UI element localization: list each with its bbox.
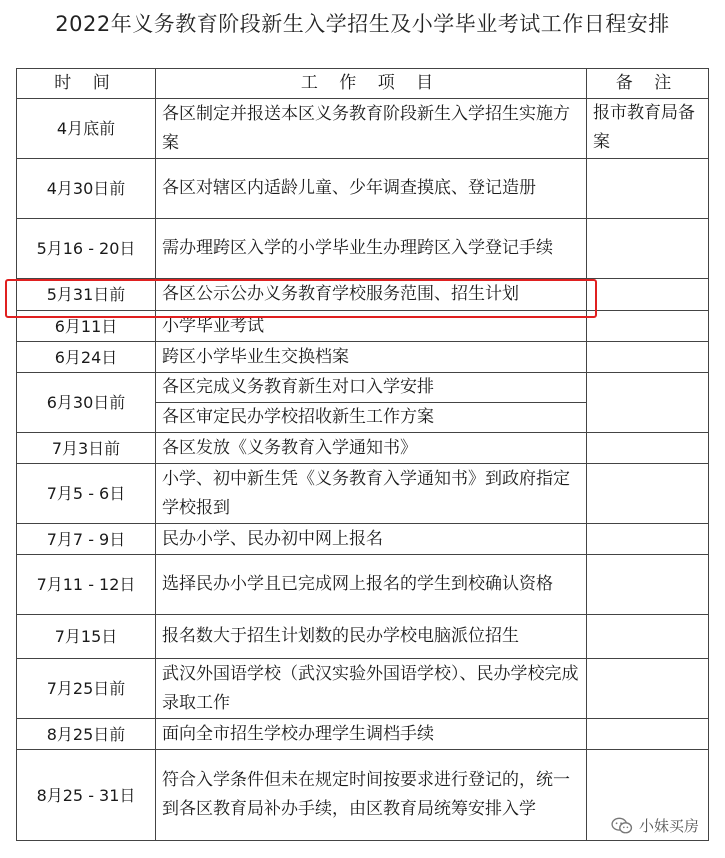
table-row	[17, 342, 709, 373]
row-time: 8月25 - 31日	[17, 750, 156, 841]
row-note	[587, 279, 709, 311]
row-time: 7月15日	[17, 615, 156, 659]
row-task: 各区公示公办义务教育学校服务范围、招生计划	[156, 279, 587, 311]
row-note	[587, 719, 709, 750]
header-note: 备 注	[587, 69, 709, 99]
schedule-table	[16, 68, 709, 841]
row-note: 报市教育局备案	[587, 99, 709, 159]
row-task: 选择民办小学且已完成网上报名的学生到校确认资格	[156, 555, 587, 615]
table-row	[17, 719, 709, 750]
row-note	[587, 659, 709, 719]
row-task: 面向全市招生学校办理学生调档手续	[156, 719, 587, 750]
table-row	[17, 159, 709, 219]
row-task: 小学、初中新生凭《义务教育入学通知书》到政府指定学校报到	[156, 464, 587, 524]
row-task: 各区完成义务教育新生对口入学安排	[156, 373, 587, 403]
row-task: 各区制定并报送本区义务教育阶段新生入学招生实施方案	[156, 99, 587, 159]
row-note	[587, 524, 709, 555]
watermark	[607, 813, 703, 838]
table-row	[17, 555, 709, 615]
row-note	[587, 373, 709, 433]
watermark-text: 小妹买房	[638, 817, 699, 835]
row-note	[587, 219, 709, 279]
table-row	[17, 99, 709, 159]
row-note	[587, 433, 709, 464]
row-task: 跨区小学毕业生交换档案	[156, 342, 587, 373]
row-note	[587, 159, 709, 219]
table-row	[17, 524, 709, 555]
row-note	[587, 615, 709, 659]
row-task: 符合入学条件但未在规定时间按要求进行登记的，统一到各区教育局补办手续，由区教育局统筹安排入学	[156, 750, 587, 841]
row-time: 4月30日前	[17, 159, 156, 219]
row-note	[587, 464, 709, 524]
table-row	[17, 659, 709, 719]
table-row	[17, 373, 709, 403]
page-title: 2022年义务教育阶段新生入学招生及小学毕业考试工作日程安排	[55, 12, 670, 36]
row-task: 报名数大于招生计划数的民办学校电脑派位招生	[156, 615, 587, 659]
row-time: 5月16 - 20日	[17, 219, 156, 279]
row-time: 7月5 - 6日	[17, 464, 156, 524]
table-row	[17, 433, 709, 464]
row-time: 7月7 - 9日	[17, 524, 156, 555]
row-time: 7月3日前	[17, 433, 156, 464]
row-note	[587, 311, 709, 342]
table-row	[17, 615, 709, 659]
row-time: 8月25日前	[17, 719, 156, 750]
row-task: 各区发放《义务教育入学通知书》	[156, 433, 587, 464]
row-task: 武汉外国语学校（武汉实验外国语学校）、民办学校完成录取工作	[156, 659, 587, 719]
wechat-icon	[611, 817, 633, 835]
table-row	[17, 464, 709, 524]
row-note	[587, 342, 709, 373]
row-time: 7月25日前	[17, 659, 156, 719]
row-task: 民办小学、民办初中网上报名	[156, 524, 587, 555]
row-time: 6月30日前	[17, 373, 156, 433]
row-time: 7月11 - 12日	[17, 555, 156, 615]
row-time: 5月31日前	[17, 279, 156, 311]
row-time: 6月11日	[17, 311, 156, 342]
row-task: 各区审定民办学校招收新生工作方案	[156, 403, 587, 433]
table-header-row	[17, 69, 709, 99]
row-task: 小学毕业考试	[156, 311, 587, 342]
header-time: 时 间	[17, 69, 156, 99]
table-row	[17, 750, 709, 841]
row-task: 需办理跨区入学的小学毕业生办理跨区入学登记手续	[156, 219, 587, 279]
row-task: 各区对辖区内适龄儿童、少年调查摸底、登记造册	[156, 159, 587, 219]
table-row	[17, 219, 709, 279]
table-row	[17, 279, 709, 311]
row-time: 6月24日	[17, 342, 156, 373]
header-task: 工 作 项 目	[156, 69, 587, 99]
row-note	[587, 555, 709, 615]
row-time: 4月底前	[17, 99, 156, 159]
table-row	[17, 311, 709, 342]
